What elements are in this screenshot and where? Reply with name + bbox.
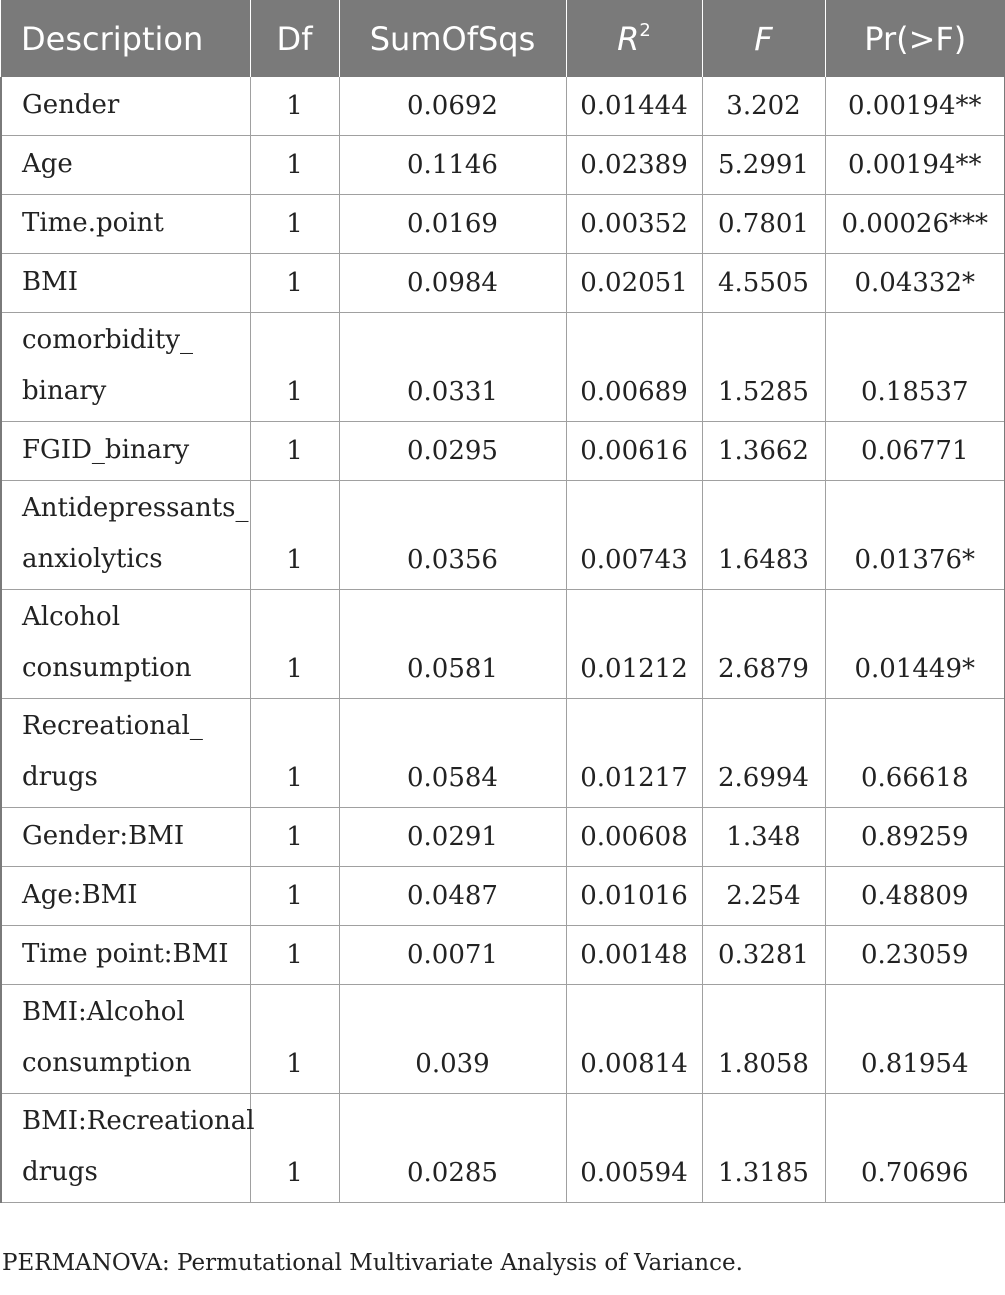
cell-pr-f: 0.70696 <box>825 1094 1005 1203</box>
cell-r-squared: 0.00814 <box>566 985 702 1094</box>
cell-sumofsqs: 0.0581 <box>339 590 566 699</box>
cell-pr-f: 0.18537 <box>825 313 1005 422</box>
cell-f: 1.348 <box>702 808 825 867</box>
cell-r-squared: 0.01444 <box>566 77 702 136</box>
cell-r-squared: 0.00352 <box>566 195 702 254</box>
header-df: Df <box>250 0 339 77</box>
cell-df: 1 <box>250 422 339 481</box>
cell-f: 1.3662 <box>702 422 825 481</box>
cell-sumofsqs: 0.0331 <box>339 313 566 422</box>
cell-sumofsqs: 0.0584 <box>339 699 566 808</box>
table-row <box>1 136 1005 195</box>
description-line: BMI:Alcohol <box>22 997 185 1027</box>
cell-r-squared: 0.00594 <box>566 1094 702 1203</box>
cell-f: 2.6994 <box>702 699 825 808</box>
cell-df: 1 <box>250 1094 339 1203</box>
header-sumofsqs: SumOfSqs <box>339 0 566 77</box>
header-description: Description <box>1 0 250 77</box>
cell-f: 1.8058 <box>702 985 825 1094</box>
table-footnote: PERMANOVA: Permutational Multivariate Analysis of Variance. <box>2 1250 743 1276</box>
cell-pr-f: 0.81954 <box>825 985 1005 1094</box>
table-row <box>1 313 1005 422</box>
cell-r-squared: 0.01016 <box>566 867 702 926</box>
description-line: anxiolytics <box>22 544 163 574</box>
description-line: comorbidity_ <box>22 325 194 355</box>
cell-description <box>1 590 250 699</box>
cell-f: 1.5285 <box>702 313 825 422</box>
cell-r-squared: 0.01212 <box>566 590 702 699</box>
header-pr-f: Pr(>F) <box>825 0 1005 77</box>
table-row <box>1 481 1005 590</box>
header-r-squared <box>566 0 702 77</box>
cell-pr-f: 0.00194** <box>825 136 1005 195</box>
cell-df: 1 <box>250 867 339 926</box>
header-r-squared-base: R <box>617 19 640 58</box>
cell-description <box>1 808 250 867</box>
cell-sumofsqs: 0.0285 <box>339 1094 566 1203</box>
cell-sumofsqs: 0.0291 <box>339 808 566 867</box>
cell-df: 1 <box>250 590 339 699</box>
table-row <box>1 985 1005 1094</box>
cell-description <box>1 77 250 136</box>
cell-df: 1 <box>250 926 339 985</box>
cell-description <box>1 699 250 808</box>
cell-r-squared: 0.00148 <box>566 926 702 985</box>
header-row <box>1 0 1005 77</box>
description-line: consumption <box>22 1048 192 1078</box>
cell-description <box>1 926 250 985</box>
cell-f: 4.5505 <box>702 254 825 313</box>
table-row <box>1 926 1005 985</box>
cell-sumofsqs: 0.0692 <box>339 77 566 136</box>
cell-pr-f: 0.66618 <box>825 699 1005 808</box>
cell-pr-f: 0.01376* <box>825 481 1005 590</box>
cell-pr-f: 0.23059 <box>825 926 1005 985</box>
cell-description <box>1 985 250 1094</box>
cell-description <box>1 195 250 254</box>
table-row <box>1 77 1005 136</box>
cell-pr-f: 0.01449* <box>825 590 1005 699</box>
description-line: Gender <box>22 90 120 120</box>
description-line: drugs <box>22 762 98 792</box>
description-line: BMI <box>22 267 78 297</box>
cell-df: 1 <box>250 699 339 808</box>
cell-f: 0.7801 <box>702 195 825 254</box>
cell-f: 0.3281 <box>702 926 825 985</box>
cell-description <box>1 254 250 313</box>
table-row <box>1 808 1005 867</box>
description-line: Antidepressants_ <box>22 493 249 523</box>
cell-pr-f: 0.04332* <box>825 254 1005 313</box>
cell-r-squared: 0.00689 <box>566 313 702 422</box>
cell-f: 1.6483 <box>702 481 825 590</box>
description-line: drugs <box>22 1157 98 1187</box>
description-line: Age <box>22 149 73 179</box>
cell-sumofsqs: 0.0071 <box>339 926 566 985</box>
cell-f: 2.6879 <box>702 590 825 699</box>
header-f-label: F <box>754 19 773 58</box>
cell-df: 1 <box>250 808 339 867</box>
cell-f: 3.202 <box>702 77 825 136</box>
cell-df: 1 <box>250 313 339 422</box>
cell-pr-f: 0.89259 <box>825 808 1005 867</box>
table-row <box>1 195 1005 254</box>
cell-description <box>1 313 250 422</box>
cell-df: 1 <box>250 195 339 254</box>
cell-df: 1 <box>250 985 339 1094</box>
cell-r-squared: 0.01217 <box>566 699 702 808</box>
cell-description <box>1 136 250 195</box>
description-line: FGID_binary <box>22 435 190 465</box>
description-line: Age:BMI <box>22 880 138 910</box>
table-row <box>1 590 1005 699</box>
cell-df: 1 <box>250 136 339 195</box>
cell-sumofsqs: 0.0295 <box>339 422 566 481</box>
table-body <box>1 77 1005 1203</box>
cell-description <box>1 481 250 590</box>
cell-sumofsqs: 0.039 <box>339 985 566 1094</box>
cell-sumofsqs: 0.0984 <box>339 254 566 313</box>
cell-pr-f: 0.48809 <box>825 867 1005 926</box>
description-line: consumption <box>22 653 192 683</box>
description-line: BMI:Recreational <box>22 1106 255 1136</box>
cell-sumofsqs: 0.0487 <box>339 867 566 926</box>
table-header <box>1 0 1005 77</box>
cell-pr-f: 0.00194** <box>825 77 1005 136</box>
cell-sumofsqs: 0.0356 <box>339 481 566 590</box>
cell-r-squared: 0.00743 <box>566 481 702 590</box>
description-line: binary <box>22 376 107 406</box>
description-line: Gender:BMI <box>22 821 185 851</box>
cell-description <box>1 1094 255 1203</box>
description-line: Alcohol <box>22 602 121 632</box>
cell-r-squared: 0.00608 <box>566 808 702 867</box>
cell-r-squared: 0.02389 <box>566 136 702 195</box>
table-row <box>1 422 1005 481</box>
cell-r-squared: 0.02051 <box>566 254 702 313</box>
cell-df: 1 <box>250 77 339 136</box>
cell-description <box>1 867 250 926</box>
cell-pr-f: 0.00026*** <box>825 195 1005 254</box>
cell-sumofsqs: 0.1146 <box>339 136 566 195</box>
cell-f: 2.254 <box>702 867 825 926</box>
header-r-squared-exponent: 2 <box>639 19 651 41</box>
table-row <box>1 1094 1005 1203</box>
cell-f: 5.2991 <box>702 136 825 195</box>
table-row <box>1 867 1005 926</box>
cell-df: 1 <box>250 254 339 313</box>
cell-df: 1 <box>250 481 339 590</box>
table-row <box>1 699 1005 808</box>
cell-sumofsqs: 0.0169 <box>339 195 566 254</box>
cell-f: 1.3185 <box>702 1094 825 1203</box>
cell-description <box>1 422 250 481</box>
header-f <box>702 0 825 77</box>
cell-pr-f: 0.06771 <box>825 422 1005 481</box>
cell-r-squared: 0.00616 <box>566 422 702 481</box>
description-line: Time.point <box>22 208 164 238</box>
description-line: Time point:BMI <box>22 939 229 969</box>
description-line: Recreational_ <box>22 711 203 741</box>
table-row <box>1 254 1005 313</box>
